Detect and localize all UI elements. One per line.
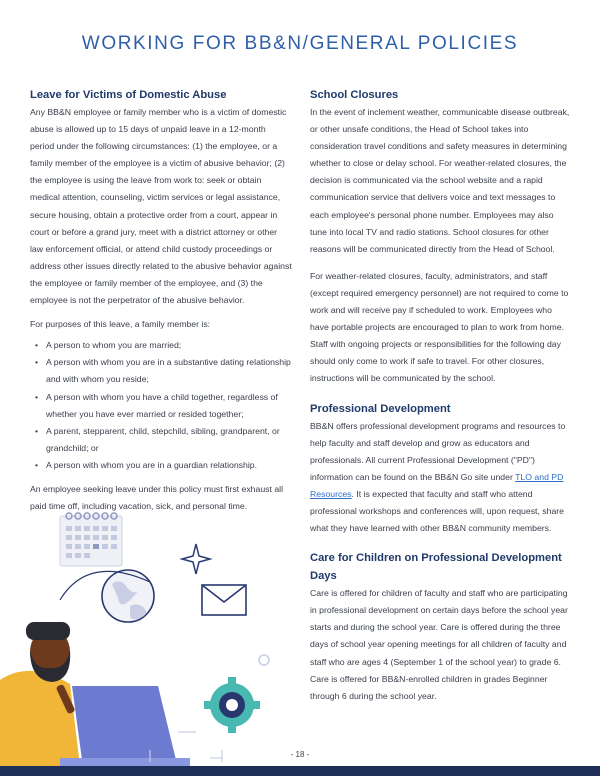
- gear-icon: [204, 677, 260, 733]
- pd-text-before: BB&N offers professional development programs and resources to help faculty and staff develop and grow as educators and professionals. All current Professional Development ("PD") information can be found on the BB&N Go site under: [310, 420, 566, 482]
- pd-text-after: . It is expected that faculty and staff who attend professional workshops and conferences will, upon request, share what they have learned with other BB&N community members.: [310, 488, 565, 534]
- left-column: [30, 86, 292, 515]
- childcare-paragraph: Care is offered for children of faculty and staff who are participating in professional development on certain days before the school year starts and during the school year. Care is offered during the three days of school year opening meetings for all children of faculty and staff who are ages 4 (September 1 of the school year) to grade 6. Care is offered for BB&N-enrolled children in grades Beginner through 6 during the school year.: [310, 588, 568, 701]
- page-title: WORKING FOR BB&N/GENERAL POLICIES: [81, 33, 519, 54]
- section-heading-school-closures: School Closures: [310, 89, 399, 101]
- section-heading-professional-development: Professional Development: [310, 402, 451, 415]
- school-closures-paragraph-2: For weather-related closures, faculty, administrators, and staff (except required emergency personnel) are not required to come to work and will receive pay if scheduled to work. Employees who have portable projects are encouraged to plan to work from home. Staff with ongoing projects or responsibilities for the following day should only come to work if safe to travel. For other closures, instructions will be communicated by the school.: [310, 270, 569, 384]
- professional-development-paragraph: [310, 418, 572, 538]
- sparkle-icon: [182, 544, 210, 574]
- dot-icon: [259, 655, 269, 665]
- calendar-icon: [60, 513, 122, 566]
- domestic-abuse-leave-paragraph: Any BB&N employee or family member who is a victim of domestic abuse is allowed up to 15 days of unpaid leave in a 12-month period under the following circumstances: (1) the employee, or a family member of the employee is a victim of abusive behavior; (2) the employee is using the leave from work to: seek or obtain medical attention, counseling, victim services or legal assistance, secure housing, obtain a protective order from a court, appear in court or before a grand jury, meet with a district attorney or other law enforcement official, or attend child custody proceedings or address other issues directly related to the abusive behavior against the employee or family member of the employee, and (3) the employee is not the perpetrator of the abusive behavior.: [30, 107, 292, 306]
- section-heading-domestic-abuse-leave: Leave for Victims of Domestic Abuse: [30, 89, 227, 101]
- list-item: • A person with whom you are in a substantive dating relationship and with whom you reside;: [46, 354, 292, 388]
- right-column: [310, 86, 572, 705]
- remote-work-illustration: [0, 500, 300, 766]
- school-closures-paragraph-1: In the event of inclement weather, communicable disease outbreak, or other unsafe conditions, the Head of School takes into consideration travel conditions and safety measures in determining whether to close or delay school. For weather-related closures, the decision is communicated via the school website and a rapid communication service that delivers voice and text messages to each employee's personal phone number. Employees may also tune into local TV and radio stations. School closures for other reasons will be communicated directly from the Head of School.: [310, 107, 570, 254]
- person-illustration: [0, 622, 80, 766]
- list-item: • A person to whom you are married;: [46, 337, 292, 354]
- family-member-list: [30, 337, 292, 474]
- footer-bar: [0, 766, 600, 776]
- globe-icon: [60, 570, 154, 622]
- page-number: - 18 -: [290, 750, 310, 759]
- list-item: • A person with whom you have a child together, regardless of whether you have ever married or resided together;: [46, 389, 292, 423]
- envelope-icon: [202, 585, 246, 615]
- tlo-pd-resources-link[interactable]: TLO and PD Resources: [310, 471, 564, 499]
- list-item: • A parent, stepparent, child, stepchild, sibling, grandparent, or grandchild; or: [46, 423, 292, 457]
- section-heading-childcare: Care for Children on Professional Development Days: [310, 552, 562, 583]
- family-member-intro: For purposes of this leave, a family member is:: [30, 319, 211, 330]
- list-item: • A person with whom you are in a guardian relationship.: [46, 457, 292, 474]
- exhaust-pto-paragraph: An employee seeking leave under this policy must first exhaust all paid time off, including vacation, sick, and personal time.: [30, 483, 284, 512]
